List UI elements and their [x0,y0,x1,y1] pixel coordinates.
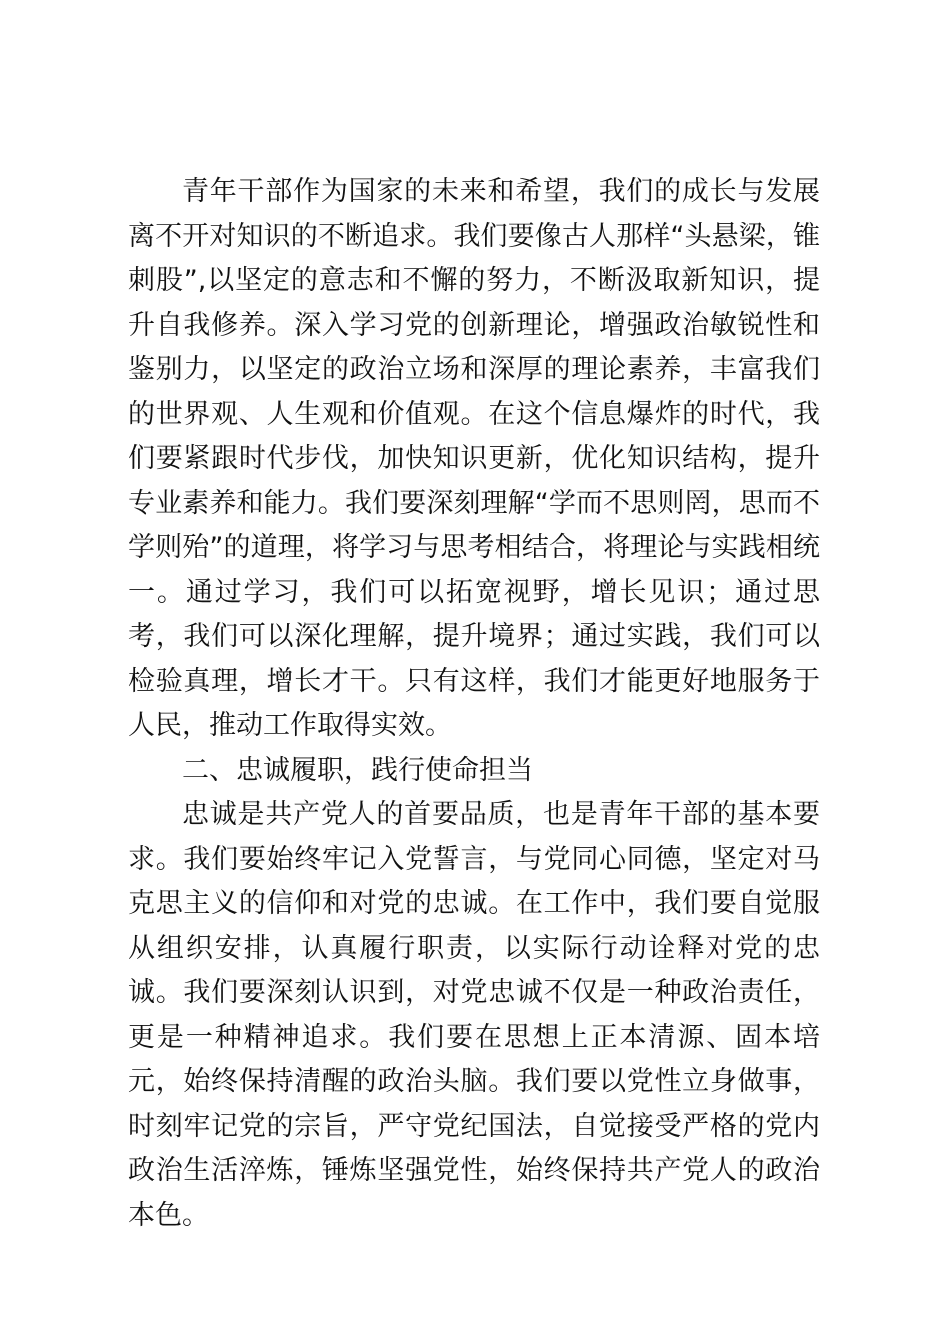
paragraph-loyalty: 忠诚是共产党人的首要品质，也是青年干部的基本要求。我们要始终牢记入党誓言，与党同心同德，坚定对马克思主义的信仰和对党的忠诚。在工作中，我们要自觉服从组织安排，认真履行职责，以实际行动诠释对党的忠诚。我们要深刻认识到，对党忠诚不仅是一种政治责任，更是一种精神追求。我们要在思想上正本清源、固本培元，始终保持清醒的政治头脑。我们要以党性立身做事，时刻牢记党的宗旨，严守党纪国法，自觉接受严格的党内政治生活淬炼，锤炼坚强党性，始终保持共产党人的政治本色。 [128,799,820,1231]
document-body [128,170,820,1238]
paragraph-knowledge: 青年干部作为国家的未来和希望，我们的成长与发展离不开对知识的不断追求。我们要像古人那样“头悬梁，锥刺股”,以坚定的意志和不懈的努力，不断汲取新知识，提升自我修养。深入学习党的创新理论，增强政治敏锐性和鉴别力，以坚定的政治立场和深厚的理论素养，丰富我们的世界观、人生观和价值观。在这个信息爆炸的时代，我们要紧跟时代步伐，加快知识更新，优化知识结构，提升专业素养和能力。我们要深刻理解“学而不思则罔，思而不学则殆”的道理，将学习与思考相结合，将理论与实践相统一。通过学习，我们可以拓宽视野，增长见识；通过思考，我们可以深化理解，提升境界；通过实践，我们可以检验真理，增长才干。只有这样，我们才能更好地服务于人民，推动工作取得实效。 [128,176,820,741]
section-heading-loyalty: 二、忠诚履职，践行使命担当 [182,754,533,786]
